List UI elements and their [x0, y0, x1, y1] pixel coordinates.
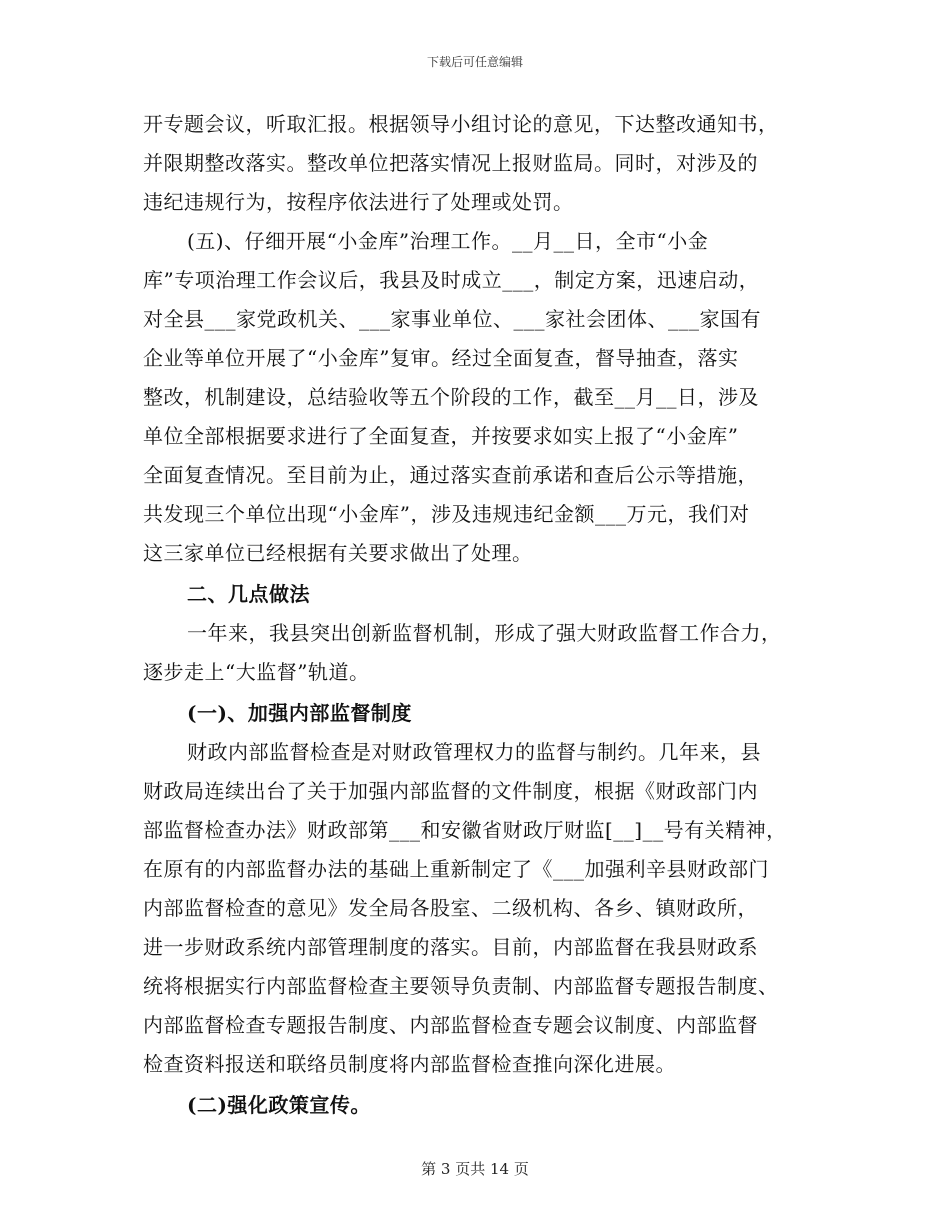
paragraph-line: 全面复查情况。至目前为止，通过落实查前承诺和查后公示等措施， — [143, 463, 758, 487]
paragraph-line: 对全县___家党政机关、___家事业单位、___家社会团体、___家国有 — [143, 307, 761, 331]
subsection-heading: (一)、加强内部监督制度 — [187, 701, 412, 725]
paragraph-line: (五)、仔细开展“小金库”治理工作。__月__日，全市“小金 — [187, 229, 709, 253]
paragraph-line: 单位全部根据要求进行了全面复查，并按要求如实上报了“小金库” — [143, 424, 739, 448]
download-note: 下载后可任意编辑 — [426, 55, 523, 69]
paragraph-line: 进一步财政系统内部管理制度的落实。目前，内部监督在我县财政系 — [143, 935, 758, 959]
page-number: 第 3 页共 14 页 — [421, 1160, 529, 1178]
paragraph-line: 部监督检查办法》财政部第___和安徽省财政厅财监[__]__号有关精神， — [143, 818, 787, 842]
section-heading: 二、几点做法 — [187, 582, 310, 606]
paragraph-line: 在原有的内部监督办法的基础上重新制定了《___加强利辛县财政部门 — [143, 857, 769, 881]
paragraph-line: 这三家单位已经根据有关要求做出了处理。 — [143, 541, 533, 565]
paragraph-line: 整改，机制建设，总结验收等五个阶段的工作，截至__月__日，涉及 — [143, 385, 759, 409]
paragraph-line: 内部监督检查专题报告制度、内部监督检查专题会议制度、内部监督 — [143, 1013, 758, 1037]
paragraph-line: 并限期整改落实。整改单位把落实情况上报财监局。同时，对涉及的 — [143, 151, 758, 175]
paragraph-line: 检查资料报送和联络员制度将内部监督检查推向深化进展。 — [143, 1052, 676, 1076]
paragraph-line: 开专题会议，听取汇报。根据领导小组讨论的意见，下达整改通知书， — [143, 112, 779, 136]
document-body — [143, 105, 818, 1125]
paragraph-line: 企业等单位开展了“小金库”复审。经过全面复查，督导抽查，落实 — [143, 346, 739, 370]
paragraph-line: 库”专项治理工作会议后，我县及时成立___，制定方案，迅速启动， — [143, 268, 760, 292]
paragraph-line: 财政局连续出台了关于加强内部监督的文件制度，根据《财政部门内 — [143, 779, 758, 803]
paragraph-line: 逐步走上“大监督”轨道。 — [143, 660, 370, 684]
paragraph-line: 统将根据实行内部监督检查主要领导负责制、内部监督专题报告制度、 — [143, 974, 779, 998]
paragraph-line: 内部监督检查的意见》发全局各股室、二级机构、各乡、镇财政所， — [143, 896, 758, 920]
subsection-heading: (二)强化政策宣传。 — [187, 1093, 371, 1117]
paragraph-line: 财政内部监督检查是对财政管理权力的监督与制约。几年来，县 — [187, 740, 761, 764]
paragraph-line: 一年来，我县突出创新监督机制，形成了强大财政监督工作合力， — [187, 621, 782, 645]
paragraph-line: 共发现三个单位出现“小金库”，涉及违规违纪金额___万元，我们对 — [143, 502, 750, 526]
paragraph-line: 违纪违规行为，按程序依法进行了处理或处罚。 — [143, 190, 574, 214]
